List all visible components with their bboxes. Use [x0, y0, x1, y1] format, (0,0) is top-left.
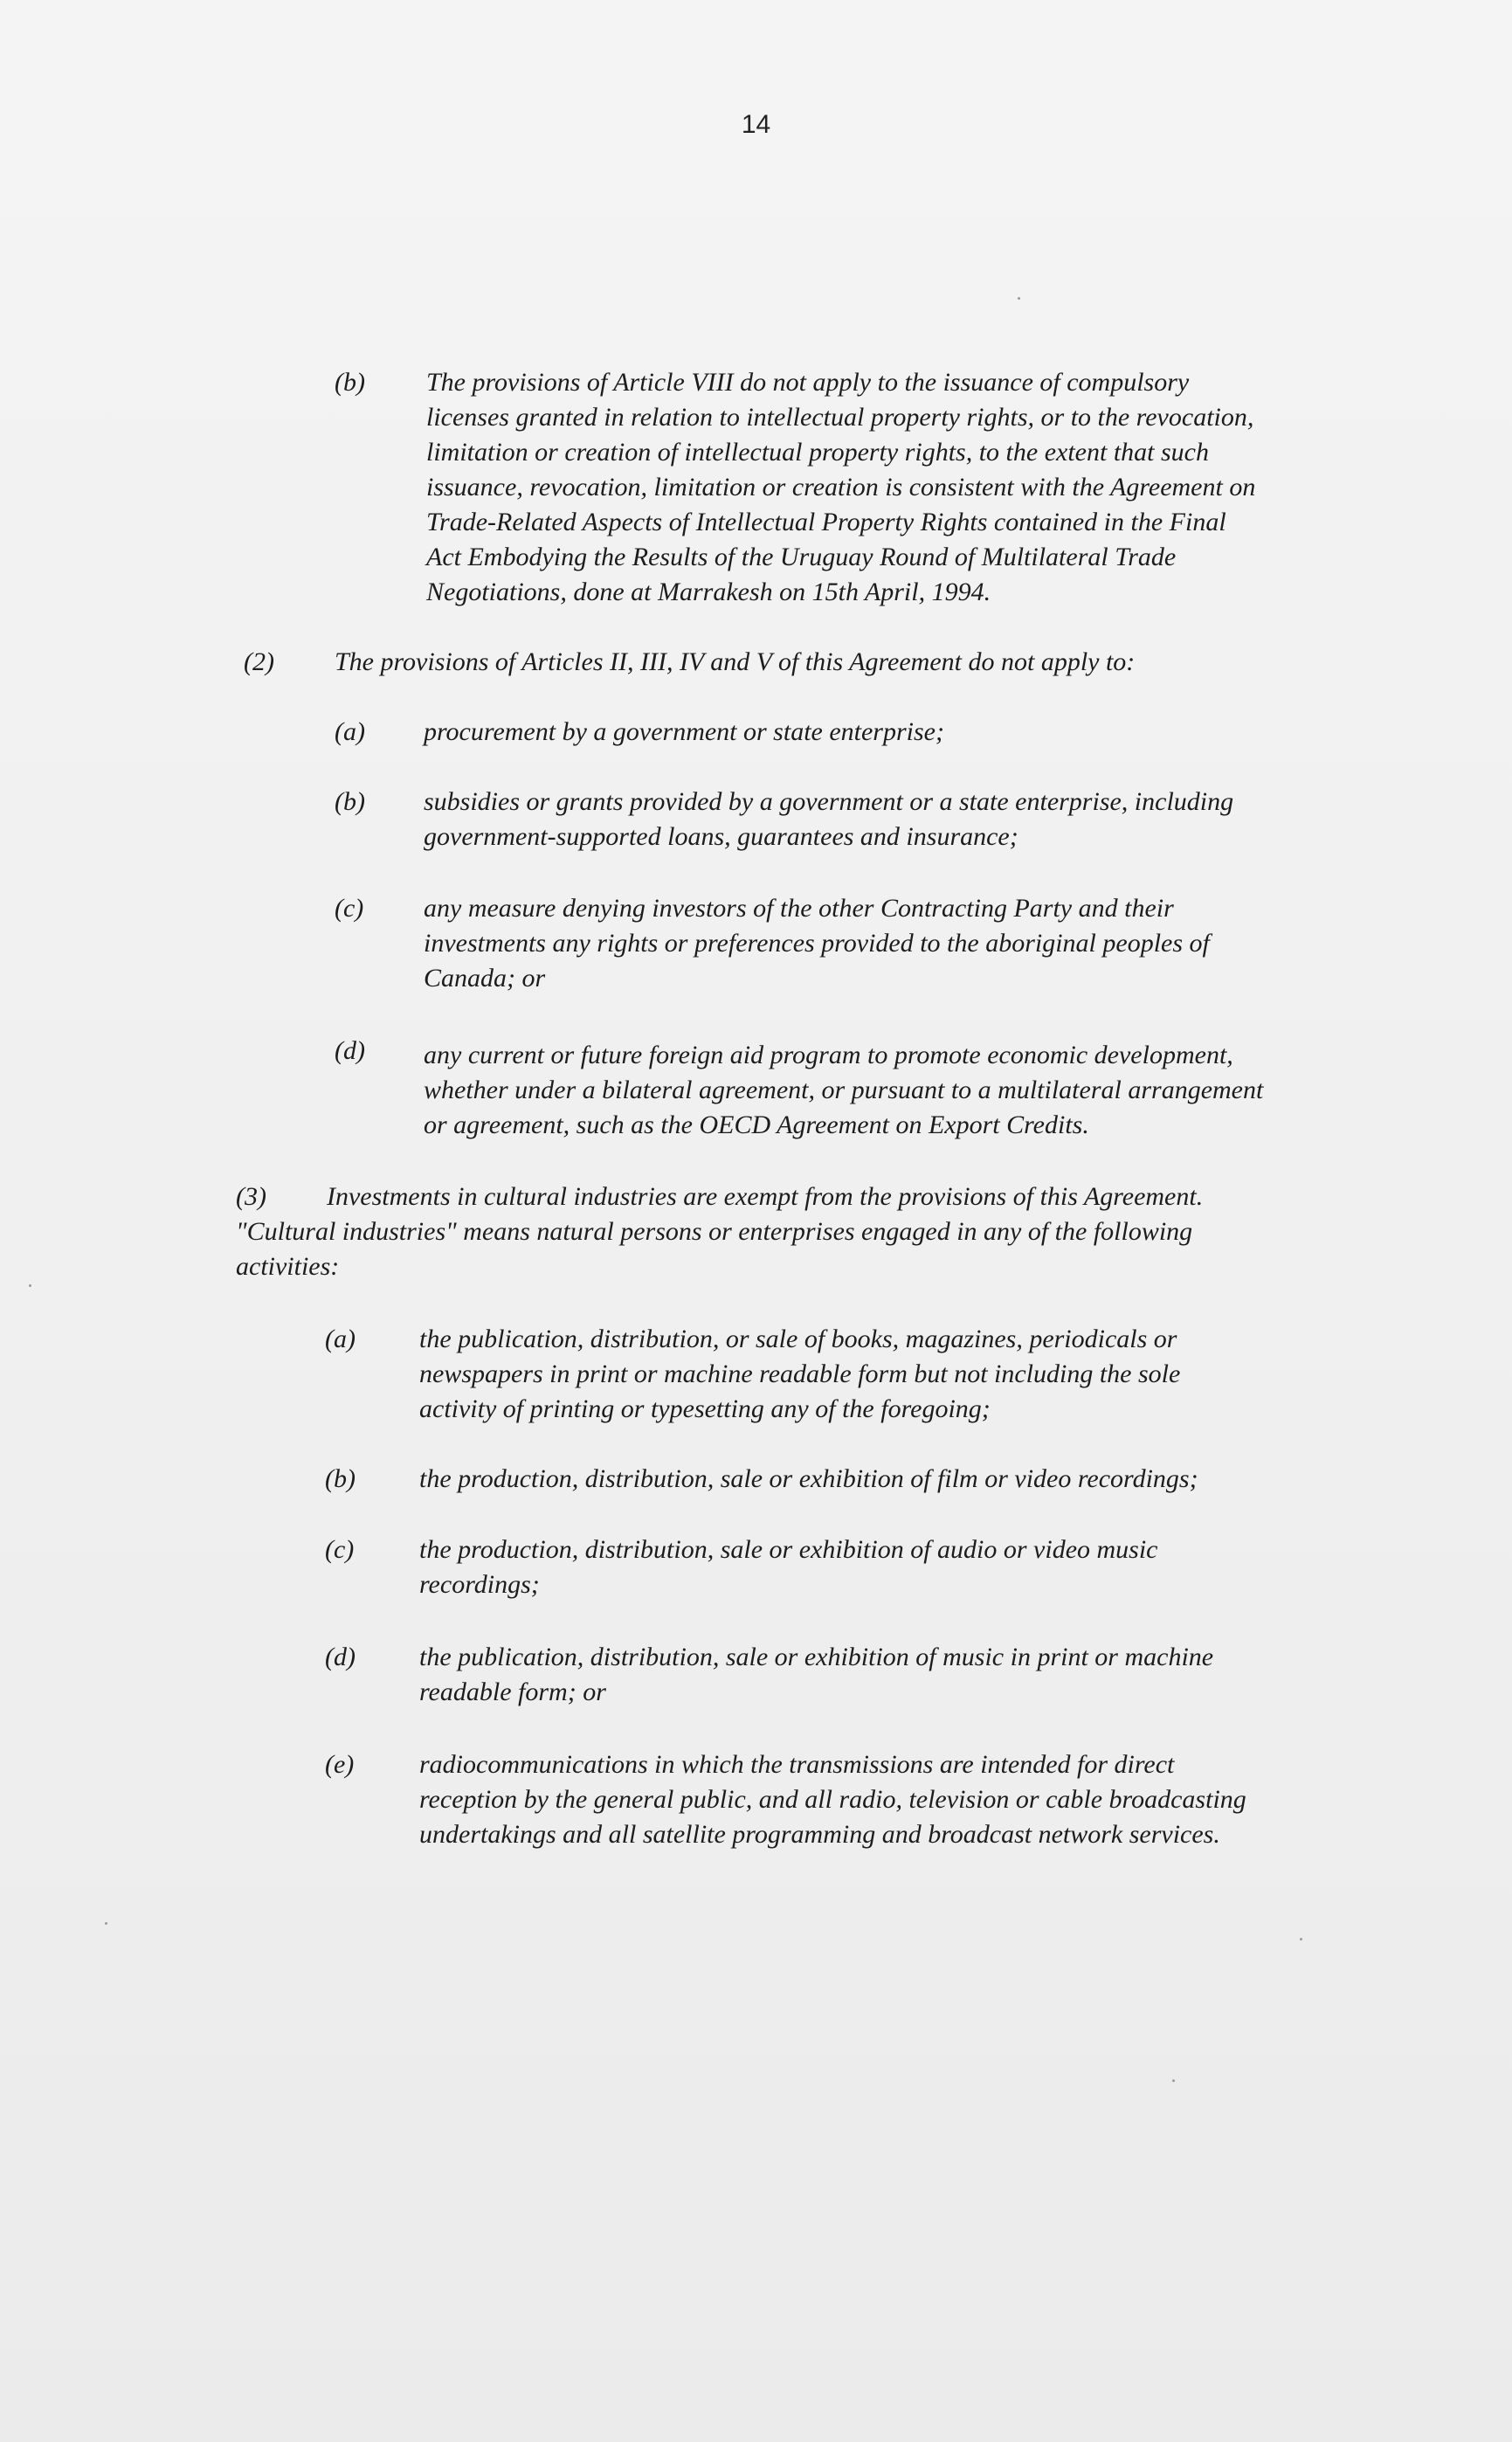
paper-speck [105, 1922, 107, 1925]
item-line: Canada; or [424, 964, 546, 993]
item-line: newspapers in print or machine readable form but not including the sole [419, 1359, 1181, 1388]
paragraph-1b-line: The provisions of Article VIII do not apply to the issuance of compulsory [426, 368, 1190, 397]
item-line: whether under a bilateral agreement, or pursuant to a multilateral arrangement [424, 1076, 1264, 1104]
paper-speck [29, 1284, 31, 1287]
item-label: (b) [325, 1464, 356, 1493]
item-line: the publication, distribution, sale or exhibition of music in print or machine [419, 1643, 1214, 1671]
item-line: government-supported loans, guarantees and insurance; [424, 822, 1018, 851]
item-line: procurement by a government or state enterprise; [424, 717, 944, 746]
paper-speck [1300, 1938, 1302, 1940]
item-label: (e) [325, 1750, 355, 1779]
paragraph-1b-line: limitation or creation of intellectual property rights, to the extent that such [426, 438, 1209, 467]
item-label: (a) [325, 1325, 356, 1353]
item-line: the production, distribution, sale or exhibition of film or video recordings; [419, 1464, 1198, 1493]
paragraph-3-line: activities: [236, 1252, 340, 1281]
item-label: (c) [335, 894, 364, 923]
paragraph-3-label: (3) [236, 1182, 266, 1211]
paragraph-3-first-line: Investments in cultural industries are exempt from the provisions of this Agreement. [327, 1182, 1204, 1211]
item-line: readable form; or [419, 1678, 606, 1706]
paragraph-1b-line: issuance, revocation, limitation or creation is consistent with the Agreement on [426, 473, 1256, 502]
paragraph-2-label: (2) [244, 647, 274, 676]
item-line: radiocommunications in which the transmissions are intended for direct [419, 1750, 1175, 1779]
item-line: recordings; [419, 1570, 540, 1599]
item-label: (a) [335, 717, 365, 746]
paragraph-1b-line: Act Embodying the Results of the Uruguay Round of Multilateral Trade [426, 543, 1177, 571]
paragraph-1b-label: (b) [335, 368, 365, 397]
item-line: the production, distribution, sale or exhibition of audio or video music [419, 1535, 1158, 1564]
item-line: undertakings and all satellite programming and broadcast network services. [419, 1820, 1220, 1849]
paper-speck [1172, 2079, 1175, 2082]
item-label: (b) [335, 787, 365, 816]
item-line: investments any rights or preferences provided to the aboriginal peoples of [424, 929, 1210, 958]
item-line: activity of printing or typesetting any of the foregoing; [419, 1394, 991, 1423]
paragraph-2-intro: The provisions of Articles II, III, IV and V of this Agreement do not apply to: [335, 647, 1136, 676]
paragraph-1b-line: Negotiations, done at Marrakesh on 15th April, 1994. [426, 578, 991, 606]
item-line: or agreement, such as the OECD Agreement on Export Credits. [424, 1110, 1089, 1139]
paragraph-1b-line: licenses granted in relation to intellectual property rights, or to the revocation, [426, 403, 1254, 432]
paragraph-3-line: "Cultural industries" means natural persons or enterprises engaged in any of the following [236, 1217, 1193, 1246]
item-line: any measure denying investors of the other Contracting Party and their [424, 894, 1174, 923]
item-line: reception by the general public, and all radio, television or cable broadcasting [419, 1785, 1246, 1814]
item-label: (d) [325, 1643, 356, 1671]
page-number: 14 [741, 110, 771, 139]
item-label: (c) [325, 1535, 355, 1564]
item-line: any current or future foreign aid program to promote economic development, [424, 1041, 1233, 1069]
paragraph-1b-line: Trade-Related Aspects of Intellectual Property Rights contained in the Final [426, 508, 1226, 536]
item-label: (d) [335, 1036, 365, 1065]
paper-speck [1018, 297, 1020, 300]
item-line: subsidies or grants provided by a government or a state enterprise, including [424, 787, 1234, 816]
item-line: the publication, distribution, or sale of books, magazines, periodicals or [419, 1325, 1177, 1353]
